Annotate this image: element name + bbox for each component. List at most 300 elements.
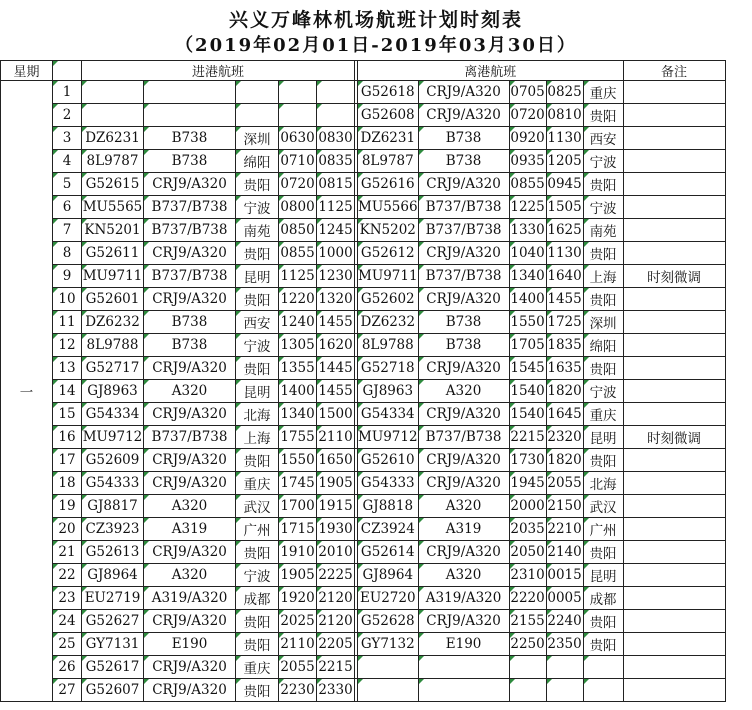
table-row [1,587,726,610]
arr-aircraft: CRJ9/A320 [144,679,236,702]
arr-arr-time: 1905 [317,472,355,495]
arr-flight-no: G52609 [82,449,144,472]
arr-arr-time: 1125 [317,196,355,219]
dep-dep-time [509,679,546,702]
arr-origin: 贵阳 [236,633,279,656]
remark-cell [623,311,725,334]
arr-dep-time [279,104,317,127]
dep-dep-time: 2220 [509,587,546,610]
row-index: 16 [53,426,82,449]
dep-destination: 贵阳 [583,173,623,196]
dep-dep-time: 1545 [509,357,546,380]
table-row [1,357,726,380]
remark-cell [623,679,725,702]
dep-dep-time: 0855 [509,173,546,196]
remark-cell [623,587,725,610]
table-row [1,518,726,541]
arr-aircraft: CRJ9/A320 [144,403,236,426]
arr-dep-time: 2110 [279,633,317,656]
arr-dep-time: 2025 [279,610,317,633]
remark-cell [623,334,725,357]
row-index: 15 [53,403,82,426]
dep-destination: 宁波 [583,196,623,219]
dep-flight-no: EU2720 [358,587,419,610]
dep-flight-no: G52614 [358,541,419,564]
weekday-cell: 一 [1,81,53,702]
arr-arr-time: 2225 [317,564,355,587]
arr-flight-no: KN5201 [82,219,144,242]
remark-cell: 时刻微调 [623,265,725,288]
arr-aircraft: E190 [144,633,236,656]
row-index: 22 [53,564,82,587]
dep-flight-no: G52602 [358,288,419,311]
arr-aircraft: A320 [144,564,236,587]
arr-flight-no: GJ8817 [82,495,144,518]
arr-flight-no: DZ6232 [82,311,144,334]
table-row [1,265,726,288]
remark-cell [623,472,725,495]
remark-cell [623,495,725,518]
dep-dep-time: 1340 [509,265,546,288]
dep-destination: 重庆 [583,81,623,104]
dep-destination: 贵阳 [583,610,623,633]
row-index: 7 [53,219,82,242]
dep-arr-time: 0810 [546,104,583,127]
arr-origin: 贵阳 [236,610,279,633]
table-row [1,380,726,403]
arr-dep-time: 0800 [279,196,317,219]
dep-aircraft: CRJ9/A320 [418,610,509,633]
arr-arr-time: 1245 [317,219,355,242]
arr-aircraft: B738 [144,150,236,173]
dep-flight-no: G54333 [358,472,419,495]
arr-dep-time: 1920 [279,587,317,610]
dep-flight-no: G52610 [358,449,419,472]
row-index: 21 [53,541,82,564]
dep-destination: 武汉 [583,495,623,518]
arr-origin: 贵阳 [236,288,279,311]
arr-origin: 贵阳 [236,357,279,380]
dep-arr-time: 1455 [546,288,583,311]
arr-aircraft: CRJ9/A320 [144,288,236,311]
dep-flight-no: CZ3924 [358,518,419,541]
arr-aircraft: B737/B738 [144,196,236,219]
dep-arr-time: 2140 [546,541,583,564]
arr-origin: 贵阳 [236,679,279,702]
table-row [1,150,726,173]
arr-origin: 宁波 [236,564,279,587]
dep-arr-time: 2210 [546,518,583,541]
arr-origin: 昆明 [236,380,279,403]
dep-destination: 昆明 [583,426,623,449]
arr-dep-time: 1355 [279,357,317,380]
table-row [1,288,726,311]
dep-aircraft: A319/A320 [418,587,509,610]
table-row [1,334,726,357]
dep-destination: 北海 [583,472,623,495]
dep-aircraft: CRJ9/A320 [418,242,509,265]
arr-origin: 昆明 [236,265,279,288]
arr-dep-time: 0720 [279,173,317,196]
departures-header: 离港航班 [358,61,624,81]
arr-aircraft: A319/A320 [144,587,236,610]
row-index: 11 [53,311,82,334]
dep-destination: 贵阳 [583,541,623,564]
arr-arr-time: 0835 [317,150,355,173]
arr-arr-time: 1650 [317,449,355,472]
dep-arr-time: 1835 [546,334,583,357]
arr-aircraft: CRJ9/A320 [144,656,236,679]
dep-flight-no: G52608 [358,104,419,127]
dep-aircraft: B738 [418,150,509,173]
dep-destination: 昆明 [583,564,623,587]
arr-flight-no: MU9712 [82,426,144,449]
arr-aircraft: B738 [144,334,236,357]
row-index: 10 [53,288,82,311]
arr-origin: 成都 [236,587,279,610]
remark-cell [623,633,725,656]
remark-cell [623,610,725,633]
arr-dep-time: 0850 [279,219,317,242]
arr-dep-time: 2230 [279,679,317,702]
dep-flight-no: MU5566 [358,196,419,219]
table-row [1,564,726,587]
dep-aircraft: A320 [418,495,509,518]
remark-cell [623,104,725,127]
dep-dep-time: 2155 [509,610,546,633]
arr-arr-time: 1620 [317,334,355,357]
arr-aircraft: B737/B738 [144,219,236,242]
dep-aircraft: B737/B738 [418,196,509,219]
dep-aircraft: CRJ9/A320 [418,104,509,127]
arr-origin: 贵阳 [236,173,279,196]
arr-aircraft: B738 [144,311,236,334]
arr-dep-time: 1125 [279,265,317,288]
flight-schedule-table [0,60,726,702]
dep-dep-time: 2000 [509,495,546,518]
dep-aircraft: CRJ9/A320 [418,288,509,311]
arr-arr-time: 1320 [317,288,355,311]
dep-destination [583,679,623,702]
dep-flight-no: 8L9787 [358,150,419,173]
table-row [1,633,726,656]
weekday-header: 星期 [1,61,53,81]
dep-aircraft: CRJ9/A320 [418,173,509,196]
dep-dep-time: 1540 [509,403,546,426]
table-row [1,449,726,472]
dep-dep-time: 1225 [509,196,546,219]
dep-arr-time: 1205 [546,150,583,173]
date-range-subtitle: （2019年02月01日-2019年03月30日） [175,35,577,56]
row-index: 4 [53,150,82,173]
arr-arr-time: 2205 [317,633,355,656]
arr-flight-no: MU9711 [82,265,144,288]
arr-arr-time: 1445 [317,357,355,380]
remark-cell [623,127,725,150]
arrivals-header: 进港航班 [82,61,355,81]
row-index: 8 [53,242,82,265]
dep-aircraft: B738 [418,127,509,150]
arr-arr-time: 2110 [317,426,355,449]
arr-aircraft: B737/B738 [144,426,236,449]
dep-destination: 上海 [583,265,623,288]
dep-arr-time: 0825 [546,81,583,104]
dep-arr-time: 1625 [546,219,583,242]
arr-flight-no: GY7131 [82,633,144,656]
arr-aircraft: CRJ9/A320 [144,449,236,472]
arr-origin: 广州 [236,518,279,541]
dep-destination: 绵阳 [583,334,623,357]
dep-flight-no: GJ8963 [358,380,419,403]
table-row [1,127,726,150]
arr-arr-time: 1930 [317,518,355,541]
remark-cell [623,403,725,426]
dep-aircraft: A319 [418,518,509,541]
arr-arr-time: 2215 [317,656,355,679]
row-index: 3 [53,127,82,150]
arr-flight-no: MU5565 [82,196,144,219]
dep-aircraft: CRJ9/A320 [418,403,509,426]
dep-arr-time: 2350 [546,633,583,656]
dep-flight-no: KN5202 [358,219,419,242]
arr-origin: 贵阳 [236,449,279,472]
table-row [1,541,726,564]
remark-cell [623,380,725,403]
header-row [1,61,726,81]
dep-flight-no: MU9711 [358,265,419,288]
dep-arr-time: 2055 [546,472,583,495]
remark-cell [623,288,725,311]
row-index: 26 [53,656,82,679]
arr-flight-no: G52615 [82,173,144,196]
dep-arr-time: 0945 [546,173,583,196]
remark-cell [623,357,725,380]
dep-aircraft [418,656,509,679]
arr-dep-time: 1220 [279,288,317,311]
dep-aircraft: B738 [418,311,509,334]
arr-aircraft: CRJ9/A320 [144,357,236,380]
arr-arr-time: 1455 [317,380,355,403]
row-index: 20 [53,518,82,541]
dep-destination: 宁波 [583,150,623,173]
row-index: 24 [53,610,82,633]
dep-destination: 贵阳 [583,357,623,380]
dep-flight-no: GY7132 [358,633,419,656]
dep-arr-time: 1130 [546,127,583,150]
dep-aircraft: CRJ9/A320 [418,81,509,104]
arr-flight-no: G52607 [82,679,144,702]
dep-dep-time: 1040 [509,242,546,265]
arr-origin: 西安 [236,311,279,334]
dep-flight-no: MU9712 [358,426,419,449]
dep-destination: 贵阳 [583,449,623,472]
dep-destination: 重庆 [583,403,623,426]
row-index: 1 [53,81,82,104]
dep-dep-time: 2050 [509,541,546,564]
dep-destination: 西安 [583,127,623,150]
arr-aircraft [144,81,236,104]
arr-origin: 深圳 [236,127,279,150]
arr-flight-no [82,104,144,127]
dep-flight-no: GJ8818 [358,495,419,518]
dep-dep-time: 0920 [509,127,546,150]
arr-arr-time [317,81,355,104]
dep-aircraft: B737/B738 [418,426,509,449]
dep-destination: 南苑 [583,219,623,242]
arr-aircraft: CRJ9/A320 [144,472,236,495]
dep-arr-time: 1725 [546,311,583,334]
dep-dep-time: 0705 [509,81,546,104]
table-row [1,679,726,702]
table-row [1,242,726,265]
arr-dep-time: 1550 [279,449,317,472]
arr-arr-time: 2120 [317,610,355,633]
remark-cell [623,173,725,196]
row-index: 27 [53,679,82,702]
arr-aircraft: B737/B738 [144,265,236,288]
arr-dep-time: 1755 [279,426,317,449]
dep-flight-no [358,656,419,679]
dep-arr-time: 2320 [546,426,583,449]
arr-dep-time: 1340 [279,403,317,426]
arr-aircraft: B738 [144,127,236,150]
arr-flight-no: GJ8963 [82,380,144,403]
remark-cell [623,656,725,679]
table-row [1,196,726,219]
table-row [1,426,726,449]
remark-cell [623,242,725,265]
arr-arr-time: 1000 [317,242,355,265]
arr-origin: 南苑 [236,219,279,242]
arr-flight-no: G52613 [82,541,144,564]
arr-dep-time: 1700 [279,495,317,518]
arr-flight-no: G52611 [82,242,144,265]
dep-arr-time [546,679,583,702]
dep-dep-time: 2035 [509,518,546,541]
dep-destination: 贵阳 [583,288,623,311]
arr-dep-time: 1240 [279,311,317,334]
dep-arr-time: 2240 [546,610,583,633]
arr-arr-time: 1230 [317,265,355,288]
row-index: 6 [53,196,82,219]
arr-dep-time: 1745 [279,472,317,495]
dep-destination: 宁波 [583,380,623,403]
remark-cell [623,518,725,541]
remark-cell [623,564,725,587]
arr-flight-no: DZ6231 [82,127,144,150]
dep-arr-time: 0005 [546,587,583,610]
arr-origin: 绵阳 [236,150,279,173]
arr-flight-no: G52617 [82,656,144,679]
dep-destination: 成都 [583,587,623,610]
dep-arr-time: 1635 [546,357,583,380]
arr-dep-time: 0710 [279,150,317,173]
dep-destination: 贵阳 [583,633,623,656]
arr-aircraft [144,104,236,127]
arr-origin: 北海 [236,403,279,426]
dep-aircraft: CRJ9/A320 [418,472,509,495]
arr-flight-no: 8L9787 [82,150,144,173]
arr-dep-time: 1905 [279,564,317,587]
dep-dep-time: 1400 [509,288,546,311]
arr-arr-time [317,104,355,127]
arr-aircraft: A319 [144,518,236,541]
dep-flight-no: G52612 [358,242,419,265]
dep-flight-no: G52718 [358,357,419,380]
arr-dep-time: 1305 [279,334,317,357]
arr-flight-no: CZ3923 [82,518,144,541]
row-index: 13 [53,357,82,380]
row-index: 23 [53,587,82,610]
arr-arr-time: 1500 [317,403,355,426]
dep-dep-time: 0935 [509,150,546,173]
row-index: 25 [53,633,82,656]
arr-dep-time: 1910 [279,541,317,564]
dep-dep-time: 0720 [509,104,546,127]
dep-flight-no: G52616 [358,173,419,196]
dep-dep-time: 2310 [509,564,546,587]
page-title: 兴义万峰林机场航班计划时刻表 [228,9,523,31]
dep-arr-time: 1640 [546,265,583,288]
remark-cell [623,150,725,173]
table-row [1,610,726,633]
dep-destination: 贵阳 [583,104,623,127]
arr-aircraft: CRJ9/A320 [144,610,236,633]
dep-aircraft: B737/B738 [418,265,509,288]
table-row [1,81,726,104]
arr-aircraft: A320 [144,380,236,403]
arr-origin [236,81,279,104]
row-index: 5 [53,173,82,196]
dep-dep-time: 1705 [509,334,546,357]
arr-aircraft: CRJ9/A320 [144,173,236,196]
arr-dep-time: 2055 [279,656,317,679]
arr-dep-time: 0630 [279,127,317,150]
dep-dep-time: 1550 [509,311,546,334]
table-row [1,173,726,196]
table-row [1,311,726,334]
dep-aircraft: CRJ9/A320 [418,449,509,472]
table-row [1,656,726,679]
remark-cell [623,541,725,564]
arr-origin: 贵阳 [236,242,279,265]
dep-flight-no [358,679,419,702]
dep-flight-no: G52628 [358,610,419,633]
arr-arr-time: 1915 [317,495,355,518]
dep-aircraft: B738 [418,334,509,357]
row-index: 17 [53,449,82,472]
remark-cell [623,449,725,472]
remarks-header: 备注 [623,61,725,81]
arr-dep-time: 1715 [279,518,317,541]
arr-arr-time: 1455 [317,311,355,334]
dep-dep-time: 1945 [509,472,546,495]
row-index: 19 [53,495,82,518]
dep-arr-time: 1505 [546,196,583,219]
row-index: 12 [53,334,82,357]
remark-cell [623,219,725,242]
dep-dep-time: 1330 [509,219,546,242]
remark-cell [623,196,725,219]
dep-dep-time: 1730 [509,449,546,472]
arr-flight-no: G54333 [82,472,144,495]
arr-flight-no: 8L9788 [82,334,144,357]
dep-aircraft: CRJ9/A320 [418,357,509,380]
arr-arr-time: 2330 [317,679,355,702]
remark-cell: 时刻微调 [623,426,725,449]
arr-flight-no: G52601 [82,288,144,311]
arr-origin: 重庆 [236,656,279,679]
